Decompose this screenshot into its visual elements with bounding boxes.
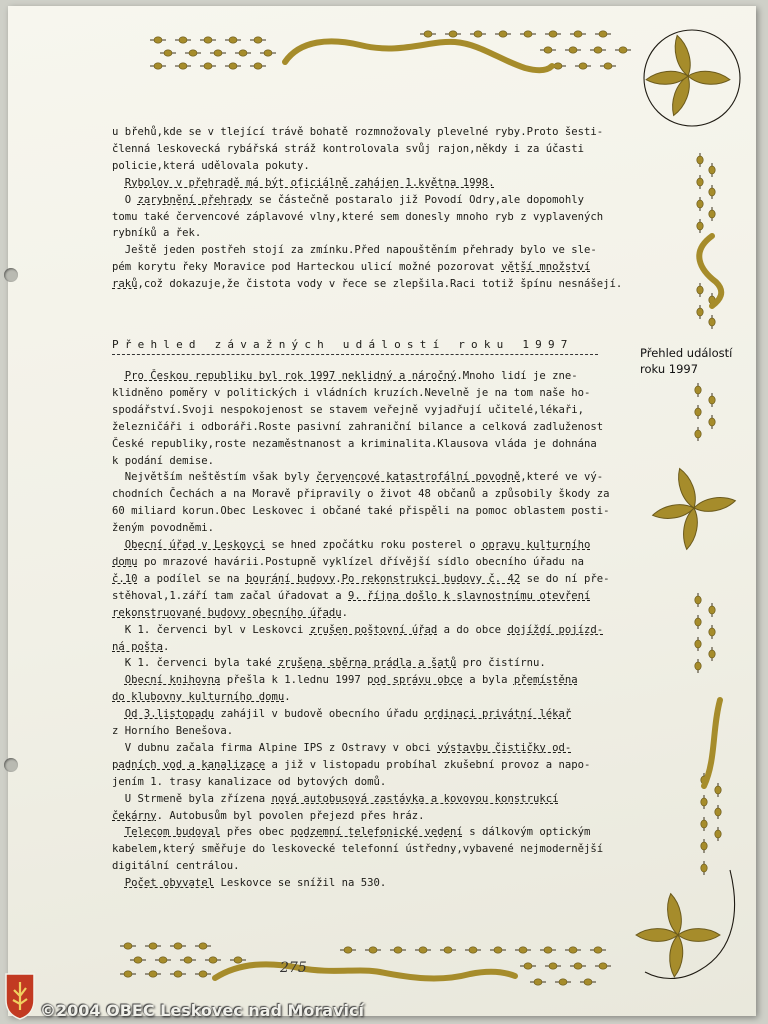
text-line xyxy=(112,276,652,293)
text-run: . xyxy=(163,640,170,653)
text-run: .Mnoho lidí je zne- xyxy=(456,370,578,382)
text-run xyxy=(112,370,125,382)
underlined-phrase: čekárny xyxy=(112,809,157,822)
text-block-top xyxy=(112,124,652,293)
text-line xyxy=(112,622,652,639)
text-run xyxy=(112,877,125,889)
village-coat-of-arms-icon xyxy=(4,972,36,1020)
underlined-phrase: Telecom budoval xyxy=(124,826,221,839)
text-run: a již v listopadu probíhal zkušební provoz a napo- xyxy=(265,758,591,771)
text-line xyxy=(112,808,652,825)
text-run: stěhoval,1.září tam začal úřadovat a xyxy=(112,589,348,602)
text-line xyxy=(112,192,652,209)
text-run: jením 1. trasy kanalizace od bytových domů. xyxy=(112,775,387,788)
underlined-phrase: 9. října došlo k slavnostnímu otevření xyxy=(348,589,591,602)
text-line xyxy=(112,689,652,706)
text-run: U Strmeně byla zřízena xyxy=(112,792,272,805)
underlined-phrase: bourání budovy xyxy=(245,572,336,585)
underlined-phrase: nová autobusová zastávka a kovovou konstrukcí xyxy=(271,792,559,805)
underlined-phrase: Obecní úřad v Leskovci xyxy=(124,539,266,552)
text-run xyxy=(112,708,125,720)
text-run: ,což dokazuje,že čistota vody v řece se zlepšila.Raci totiž špínu nesnášejí. xyxy=(137,278,623,291)
text-line xyxy=(112,858,652,875)
text-run xyxy=(112,177,125,189)
text-run: přešla k 1.lednu 1997 xyxy=(220,674,368,687)
text-line xyxy=(112,875,652,892)
underlined-phrase: červencové katastrofální povodně xyxy=(316,471,521,484)
text-run: členná leskovecká rybářská stráž kontrolovala svůj rajon,někdy i za účasti xyxy=(112,142,584,155)
underlined-phrase: Po rekonstrukci budovy č. 42 xyxy=(341,572,521,585)
text-line xyxy=(112,605,652,622)
text-run: . Autobusům byl povolen přejezd přes hráz. xyxy=(156,809,425,822)
underlined-phrase: výstavbu čističky od- xyxy=(437,741,572,754)
text-run: se částečně postaralo již Povodí Odry,ale dopomohly xyxy=(252,193,584,206)
page-number: 275 xyxy=(280,960,307,976)
text-run: 60 miliard korun.Obec Leskovec i občané také přispěli na pomoc oblastem posti- xyxy=(112,505,610,518)
underlined-phrase: Od 3.listopadu xyxy=(124,708,215,721)
underlined-phrase: č.10 xyxy=(112,572,138,585)
text-line xyxy=(112,757,652,774)
underlined-phrase: ná pošta xyxy=(112,640,164,653)
text-run: kabelem,který směřuje do leskovecké telefonní ústředny,vybavené nejmodernější xyxy=(112,843,604,856)
text-run: k podání demise. xyxy=(112,454,215,467)
text-line xyxy=(112,824,652,841)
text-line xyxy=(112,242,652,259)
text-run: a do obce xyxy=(437,623,508,636)
text-line xyxy=(112,175,652,192)
underlined-phrase: Rybolov v přehradě má být oficiálně zahájen 1.května 1998. xyxy=(124,176,495,189)
text-line xyxy=(112,402,652,419)
underlined-phrase: přemístěna xyxy=(513,674,578,687)
text-line xyxy=(112,469,652,486)
text-line xyxy=(112,774,652,791)
text-run: Leskovce se snížil na 530. xyxy=(214,877,387,890)
text-run: z Horního Benešova. xyxy=(112,725,234,738)
text-line xyxy=(112,225,652,242)
text-run: u břehů,kde se v tlející trávě bohatě rozmnožovaly plevelné ryby.Proto šesti- xyxy=(112,126,604,138)
text-line xyxy=(112,841,652,858)
text-line xyxy=(112,520,652,537)
text-run: Ještě jeden postřeh stojí za zmínku.Před napouštěním přehrady bylo ve sle- xyxy=(112,244,597,257)
text-run: se hned zpočátku roku posterel o xyxy=(265,539,482,552)
text-run: K 1. červenci byl v Leskovci xyxy=(112,623,310,636)
text-run: ,které ve vý- xyxy=(520,471,604,484)
underlined-phrase: Počet obyvatel xyxy=(124,877,215,890)
text-run: přes obec xyxy=(220,826,291,839)
text-run: . xyxy=(284,691,291,704)
text-line xyxy=(112,655,652,672)
text-line xyxy=(112,503,652,520)
text-line xyxy=(112,368,652,385)
text-run: železničáři i odboráři.Roste pasivní zahraniční bilance a celková zadluženost xyxy=(112,420,604,433)
text-run: po mrazové havárii.Postupně vyklízel dřívější sídlo obecního úřadu na xyxy=(137,555,584,568)
underlined-phrase: raků xyxy=(112,278,138,291)
text-run: chodních Čechách a na Moravě připravily o život 48 občanů a způsobily škody za xyxy=(112,488,610,501)
underlined-phrase: zarybnění přehrady xyxy=(137,193,253,206)
underlined-phrase: rekonstruované budovy obecního úřadu xyxy=(112,606,342,619)
section-heading: Přehled závažných událostí roku 1997 xyxy=(112,338,574,351)
underlined-phrase: opravu kulturního xyxy=(481,539,591,552)
text-run: rybníků a řek. xyxy=(112,227,202,240)
text-run: K 1. červenci byla také xyxy=(112,657,278,670)
text-line xyxy=(112,791,652,808)
text-line xyxy=(112,706,652,723)
text-run: České republiky,roste nezaměstnanost a kriminalita.Klausova vláda je dohnána xyxy=(112,437,597,450)
text-line xyxy=(112,554,652,571)
punch-hole-top xyxy=(4,268,18,282)
text-run xyxy=(112,674,125,686)
text-run xyxy=(112,539,125,551)
text-run: V dubnu začala firma Alpine IPS z Ostravy v obci xyxy=(112,741,438,754)
text-run: pém korytu řeky Moravice pod Harteckou ulicí možné pozorovat xyxy=(112,261,502,274)
underlined-phrase: Pro Českou republiku byl rok 1997 neklidný a náročný xyxy=(124,370,457,382)
text-line xyxy=(112,141,652,158)
text-run: klidněno poměry v politických i vládních kruzích.Nevelně je na tom naše ho- xyxy=(112,386,591,399)
text-line xyxy=(112,385,652,402)
text-run xyxy=(112,826,125,838)
underlined-phrase: domu xyxy=(112,555,138,568)
text-run: O xyxy=(112,193,138,206)
underlined-phrase: padních vod a kanalizace xyxy=(112,758,266,771)
text-line xyxy=(112,453,652,470)
underlined-phrase: podzemní telefonické vedení xyxy=(290,826,463,839)
text-run: policie,která udělovala pokuty. xyxy=(112,159,310,172)
text-line xyxy=(112,571,652,588)
footer xyxy=(0,998,768,1024)
underlined-phrase: zrušen poštovní úřad xyxy=(309,623,438,636)
text-run: a byla xyxy=(462,674,514,687)
punch-hole-bottom xyxy=(4,758,18,772)
copyright-text: ©2004 OBEC Leskovec nad Moravicí xyxy=(40,1001,364,1020)
text-run: . xyxy=(335,572,342,585)
text-line xyxy=(112,436,652,453)
underlined-phrase: do klubovny kulturního domu xyxy=(112,691,285,704)
text-run: digitální centrálou. xyxy=(112,860,240,873)
text-line xyxy=(112,588,652,605)
text-run: pro čistírnu. xyxy=(456,657,546,670)
text-run: s dálkovým optickým xyxy=(462,826,591,839)
text-run: spodářství.Svoji nespokojenost se stavem veřejně vyjadřují učitelé,lékaři, xyxy=(112,403,584,416)
heading-underline xyxy=(112,354,598,355)
text-run: ženým povodněmi. xyxy=(112,522,215,535)
text-run: se do ní pře- xyxy=(520,572,610,585)
text-line xyxy=(112,209,652,226)
text-run: . xyxy=(341,606,348,619)
text-run: a podílel se na xyxy=(137,572,246,585)
underlined-phrase: ordinaci privátní lékař xyxy=(424,708,572,721)
text-line xyxy=(112,639,652,656)
text-run: zahájil v budově obecního úřadu xyxy=(214,708,425,721)
text-line xyxy=(112,158,652,175)
text-line xyxy=(112,259,652,276)
text-line xyxy=(112,537,652,554)
text-run: Největším neštěstím však byly xyxy=(112,471,317,484)
underlined-phrase: dojíždí pojízd- xyxy=(507,623,604,636)
underlined-phrase: pod správu obce xyxy=(367,674,463,687)
margin-note: Přehled událostí roku 1997 xyxy=(640,346,733,376)
text-line xyxy=(112,486,652,503)
underlined-phrase: větší množství xyxy=(501,261,591,274)
text-line xyxy=(112,124,652,141)
text-line xyxy=(112,672,652,689)
text-line xyxy=(112,723,652,740)
text-line xyxy=(112,419,652,436)
underlined-phrase: zrušena sběrna prádla a šatů xyxy=(277,657,457,670)
text-block-main xyxy=(112,368,652,892)
text-run: tomu také červencové záplavové vlny,které sem donesly mnoho ryb z vyplavených xyxy=(112,210,604,223)
text-line xyxy=(112,740,652,757)
underlined-phrase: Obecní knihovna xyxy=(124,674,221,687)
